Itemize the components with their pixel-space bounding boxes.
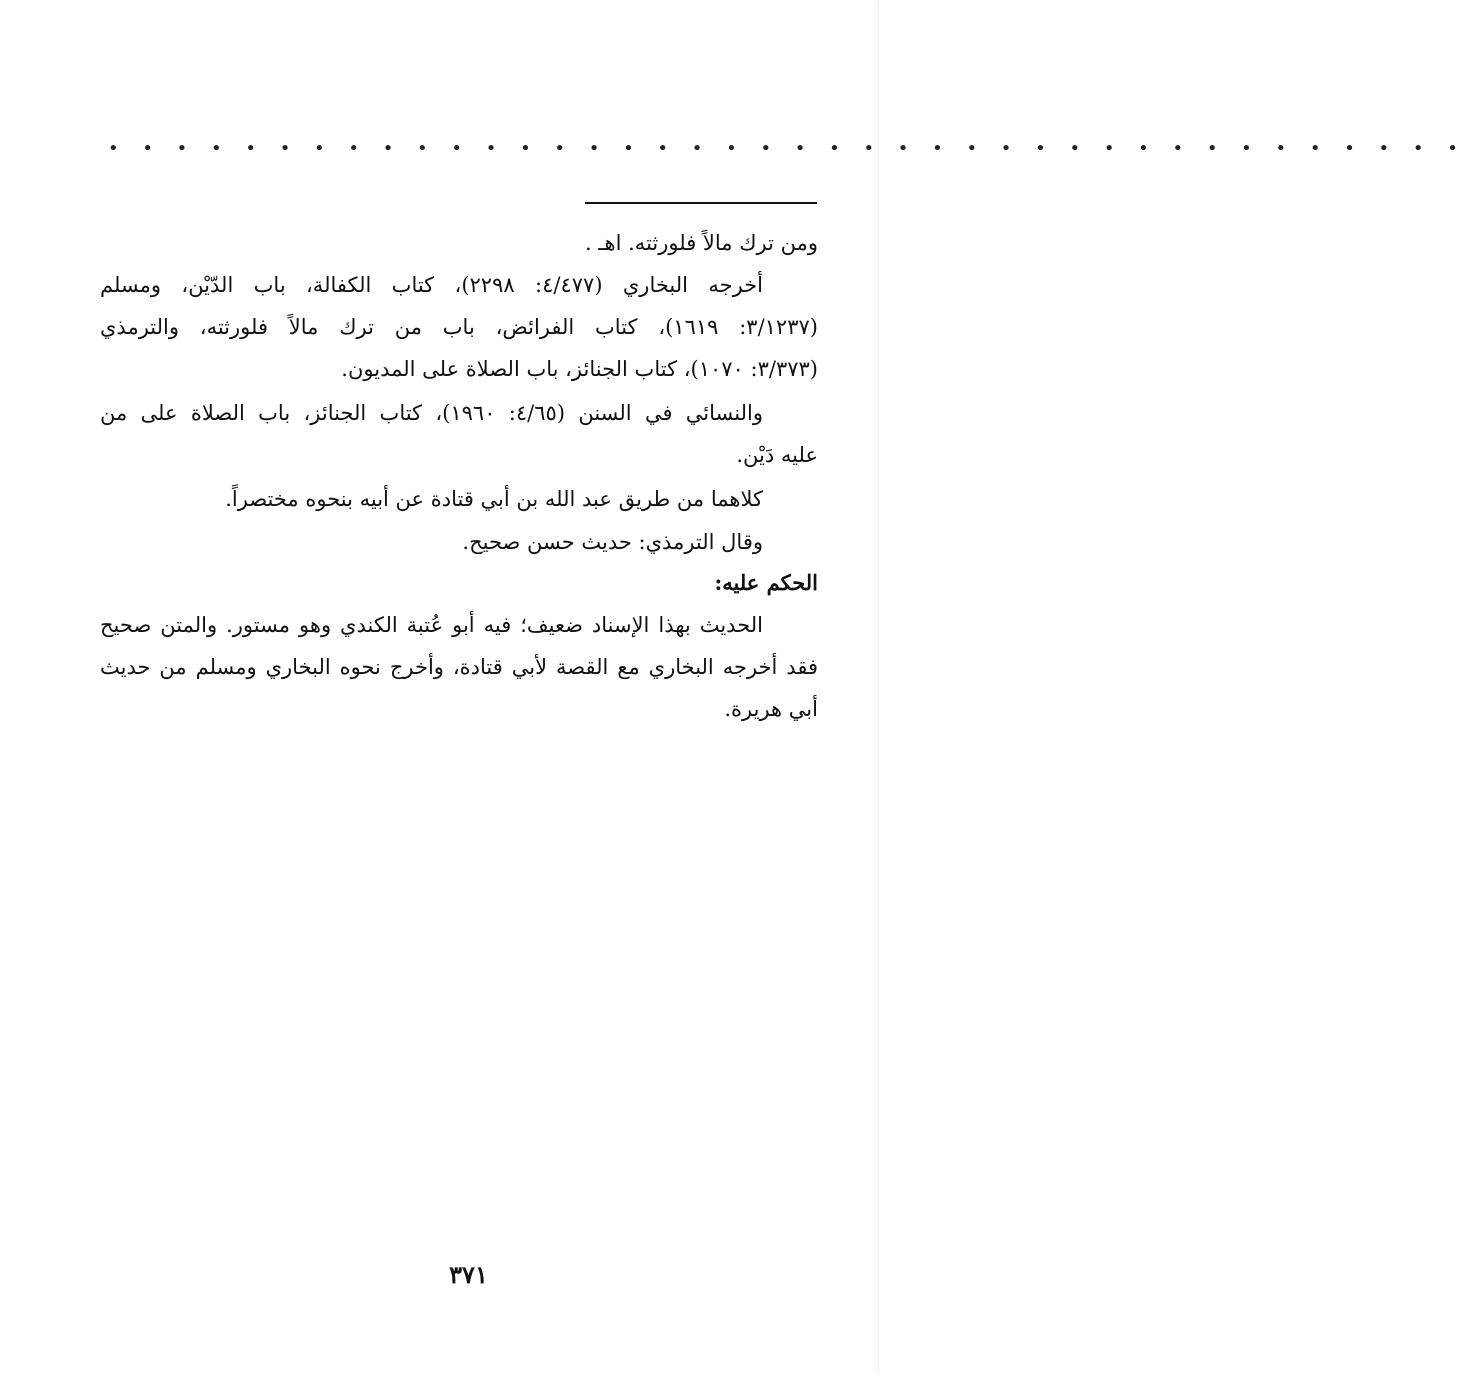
footnote-line-1: ومن ترك مالاً فلورثته. اهـ .	[585, 231, 818, 255]
ruling-paragraph	[100, 604, 818, 730]
footnote-block-3	[100, 392, 818, 476]
footnote-block-2	[100, 264, 818, 390]
ruling-line-2: فقد أخرجه البخاري مع القصة لأبي قتادة، وأخرج نحوه البخاري ومسلم من حديث	[100, 655, 818, 679]
page-number: ٣٧١	[449, 1260, 488, 1289]
ruling-heading: الحكم عليه:	[714, 570, 818, 595]
footnote-line-7: كلاهما من طريق عبد الله بن أبي قتادة عن أبيه بنحوه مختصراً.	[225, 487, 763, 511]
footnote-line-5: والنسائي في السنن (٤/٦٥: ١٩٦٠)، كتاب الجنائز، باب الصلاة على من	[100, 401, 763, 425]
footnote-line-8: وقال الترمذي: حديث حسن صحيح.	[462, 530, 763, 554]
page-edge-line	[878, 0, 879, 1374]
footnote-line-2: أخرجه البخاري (٤/٤٧٧: ٢٢٩٨)، كتاب الكفالة، باب الدّيْن، ومسلم	[100, 273, 763, 297]
footnote-line-6: عليه دَيْن.	[736, 443, 818, 467]
footnote-block-4	[100, 478, 818, 520]
footnote-block-1	[100, 222, 818, 264]
ruling-line-3: أبي هريرة.	[724, 697, 818, 721]
footnote-line-3: (٣/١٢٣٧: ١٦١٩)، كتاب الفرائض، باب من ترك مالاً فلورثته، والترمذي	[100, 315, 818, 339]
footnote-block-5	[100, 521, 818, 563]
ruling-line-1: الحديث بهذا الإسناد ضعيف؛ فيه أبو عُتبة الكندي وهو مستور. والمتن صحيح	[100, 613, 763, 637]
dotted-separator: • • • • • • • • • • • • • • • • • • • • • • • • • • • • • • • • • • • • • • • •	[108, 138, 1467, 159]
footnote-line-4: (٣/٣٧٣: ١٠٧٠)، كتاب الجنائز، باب الصلاة على المديون.	[341, 357, 818, 381]
footnote-rule	[585, 202, 817, 204]
